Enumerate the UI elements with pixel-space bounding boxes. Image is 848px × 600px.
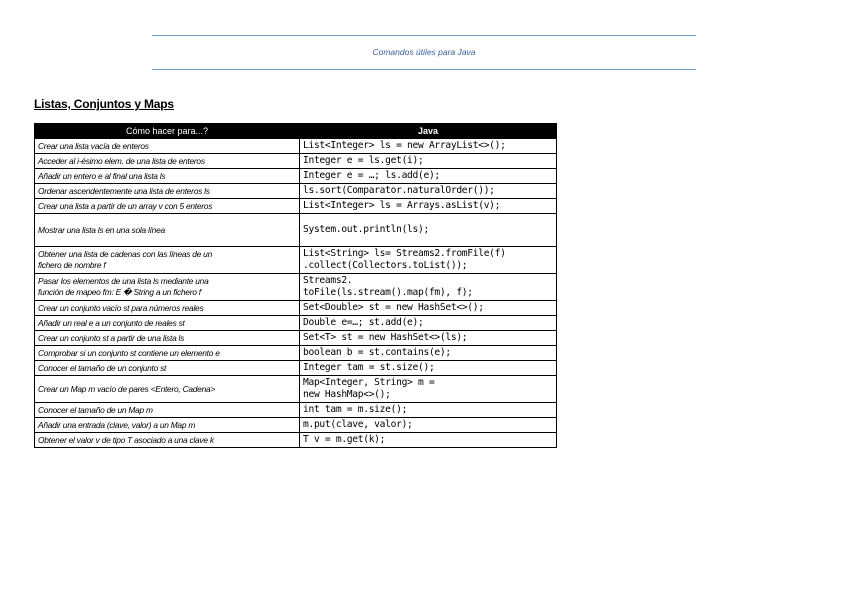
header-bottom-rule — [152, 69, 696, 70]
table-row — [35, 346, 557, 361]
row-code: System.out.println(ls); — [300, 214, 557, 247]
row-code: Integer e = …; ls.add(e); — [300, 169, 557, 184]
table-row — [35, 376, 557, 403]
row-description: Obtener el valor v de tipo T asociado a una clave k — [35, 433, 300, 448]
page-header-title: Comandos útiles para Java — [372, 47, 476, 57]
row-description: Añadir un entero e al final una lista ls — [35, 169, 300, 184]
table-row — [35, 316, 557, 331]
row-description: Añadir una entrada (clave, valor) a un Map m — [35, 418, 300, 433]
column-header-how: Cómo hacer para...? — [35, 124, 300, 139]
table-row — [35, 433, 557, 448]
row-description: Comprobar si un conjunto st contiene un elemento e — [35, 346, 300, 361]
row-code: ls.sort(Comparator.naturalOrder()); — [300, 184, 557, 199]
row-code: Integer e = ls.get(i); — [300, 154, 557, 169]
row-description: Conocer el tamaño de un Map m — [35, 403, 300, 418]
table-row — [35, 418, 557, 433]
table-header-row — [35, 124, 557, 139]
commands-table — [34, 123, 557, 448]
table-row — [35, 139, 557, 154]
table-row — [35, 301, 557, 316]
row-description: Ordenar ascendentemente una lista de enteros ls — [35, 184, 300, 199]
table-row — [35, 247, 557, 274]
row-code: List<Integer> ls = Arrays.asList(v); — [300, 199, 557, 214]
row-description: Añadir un real e a un conjunto de reales st — [35, 316, 300, 331]
row-description: Conocer el tamaño de un conjunto st — [35, 361, 300, 376]
row-description: Acceder al i-ésimo elem. de una lista de enteros — [35, 154, 300, 169]
table-row — [35, 199, 557, 214]
row-description: Crear un conjunto vacío st para números reales — [35, 301, 300, 316]
table-row — [35, 184, 557, 199]
row-code: List<String> ls= Streams2.fromFile(f) .collect(Collectors.toList()); — [300, 247, 557, 274]
header-top-rule — [152, 35, 696, 36]
row-description: Crear un conjunto st a partir de una lista ls — [35, 331, 300, 346]
row-code: Set<Double> st = new HashSet<>(); — [300, 301, 557, 316]
row-code: Set<T> st = new HashSet<>(ls); — [300, 331, 557, 346]
column-header-java: Java — [300, 124, 557, 139]
table-row — [35, 169, 557, 184]
row-description: Crear una lista a partir de un array v con 5 enteros — [35, 199, 300, 214]
row-code: m.put(clave, valor); — [300, 418, 557, 433]
table-row — [35, 403, 557, 418]
row-description: Crear un Map m vacío de pares <Entero, Cadena> — [35, 376, 300, 403]
table-row — [35, 214, 557, 247]
row-code: Map<Integer, String> m = new HashMap<>(); — [300, 376, 557, 403]
row-description: Obtener una lista de cadenas con las líneas de un fichero de nombre f — [35, 247, 300, 274]
table-row — [35, 361, 557, 376]
table-row — [35, 331, 557, 346]
row-code: Double e=…; st.add(e); — [300, 316, 557, 331]
table-row — [35, 154, 557, 169]
row-code: T v = m.get(k); — [300, 433, 557, 448]
row-code: Streams2. toFile(ls.stream().map(fm), f); — [300, 274, 557, 301]
row-description: Mostrar una lista ls en una sola línea — [35, 214, 300, 247]
table-row — [35, 274, 557, 301]
row-description: Crear una lista vacía de enteros — [35, 139, 300, 154]
row-code: boolean b = st.contains(e); — [300, 346, 557, 361]
row-code: List<Integer> ls = new ArrayList<>(); — [300, 139, 557, 154]
row-code: int tam = m.size(); — [300, 403, 557, 418]
row-code: Integer tam = st.size(); — [300, 361, 557, 376]
section-title: Listas, Conjuntos y Maps — [34, 97, 174, 111]
row-description: Pasar los elementos de una lista ls mediante una función de mapeo fm: E � String a un fichero f — [35, 274, 300, 301]
